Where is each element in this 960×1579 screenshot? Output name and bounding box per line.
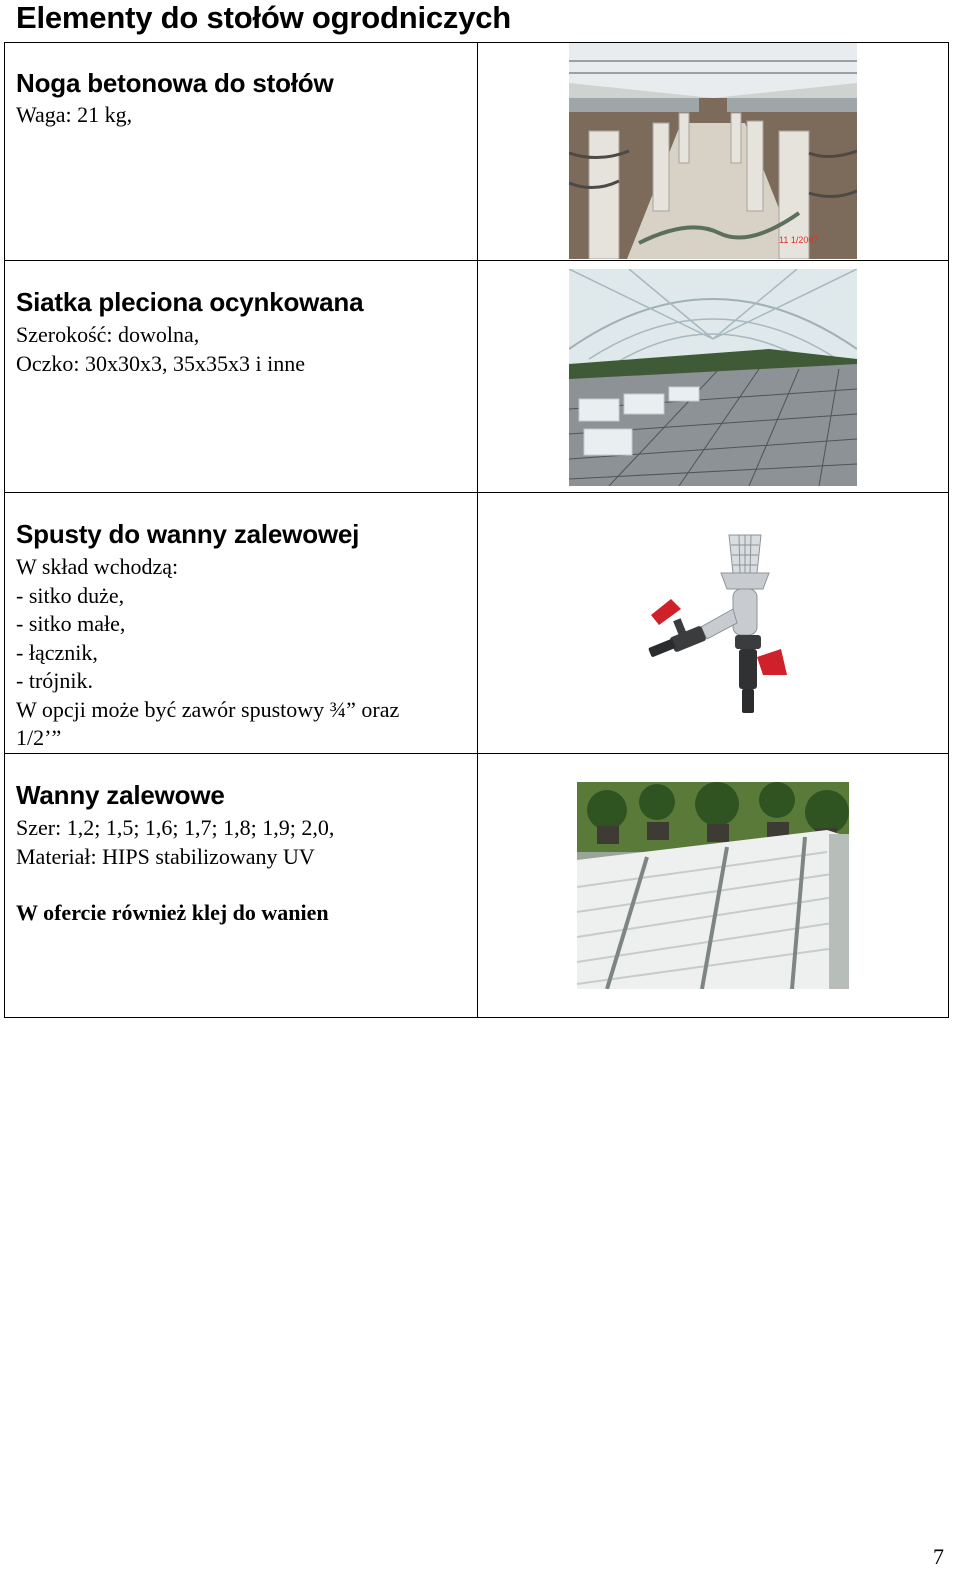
item-line: Waga: 21 kg, <box>16 102 133 127</box>
item-line: - trójnik. <box>16 668 93 693</box>
item-line: Szerokość: dowolna, <box>16 322 200 347</box>
page-number: 7 <box>933 1544 944 1569</box>
table-row-drains <box>5 492 948 753</box>
item-line: - sitko duże, <box>16 582 125 608</box>
item-line: W skład wchodzą: <box>16 554 179 579</box>
item-line: - sitko małe, <box>16 611 126 636</box>
item-heading: Siatka pleciona ocynkowana <box>16 287 364 317</box>
item-line: W opcji może być zawór spustowy ¾” oraz <box>16 696 400 722</box>
greenhouse-mesh-tables-photo <box>569 269 857 486</box>
item-heading: Spusty do wanny zalewowej <box>16 519 360 549</box>
flood-trays-photo <box>577 782 849 989</box>
item-line: Szer: 1,2; 1,5; 1,6; 1,7; 1,8; 1,9; 2,0, <box>16 815 335 840</box>
item-line: 1/2’” <box>16 725 62 750</box>
item-line: Oczko: 30x30x3, 35x35x3 i inne <box>16 350 306 376</box>
item-line: Materiał: HIPS stabilizowany UV <box>16 843 315 869</box>
item-note: W ofercie również klej do wanien <box>16 900 329 925</box>
table-row-mesh <box>5 260 948 492</box>
table-row-trays <box>5 753 948 1018</box>
item-heading: Wanny zalewowe <box>16 780 225 810</box>
table-row-concrete-leg <box>5 43 948 260</box>
item-heading: Noga betonowa do stołów <box>16 68 334 98</box>
drain-valve-assembly-photo <box>641 529 791 719</box>
product-table <box>4 42 949 1018</box>
page-title: Elementy do stołów ogrodniczych <box>16 0 512 35</box>
item-line: - łącznik, <box>16 639 98 665</box>
concrete-table-legs-photo <box>569 43 857 259</box>
photo-date-stamp: 11 1/2007 <box>779 235 819 245</box>
